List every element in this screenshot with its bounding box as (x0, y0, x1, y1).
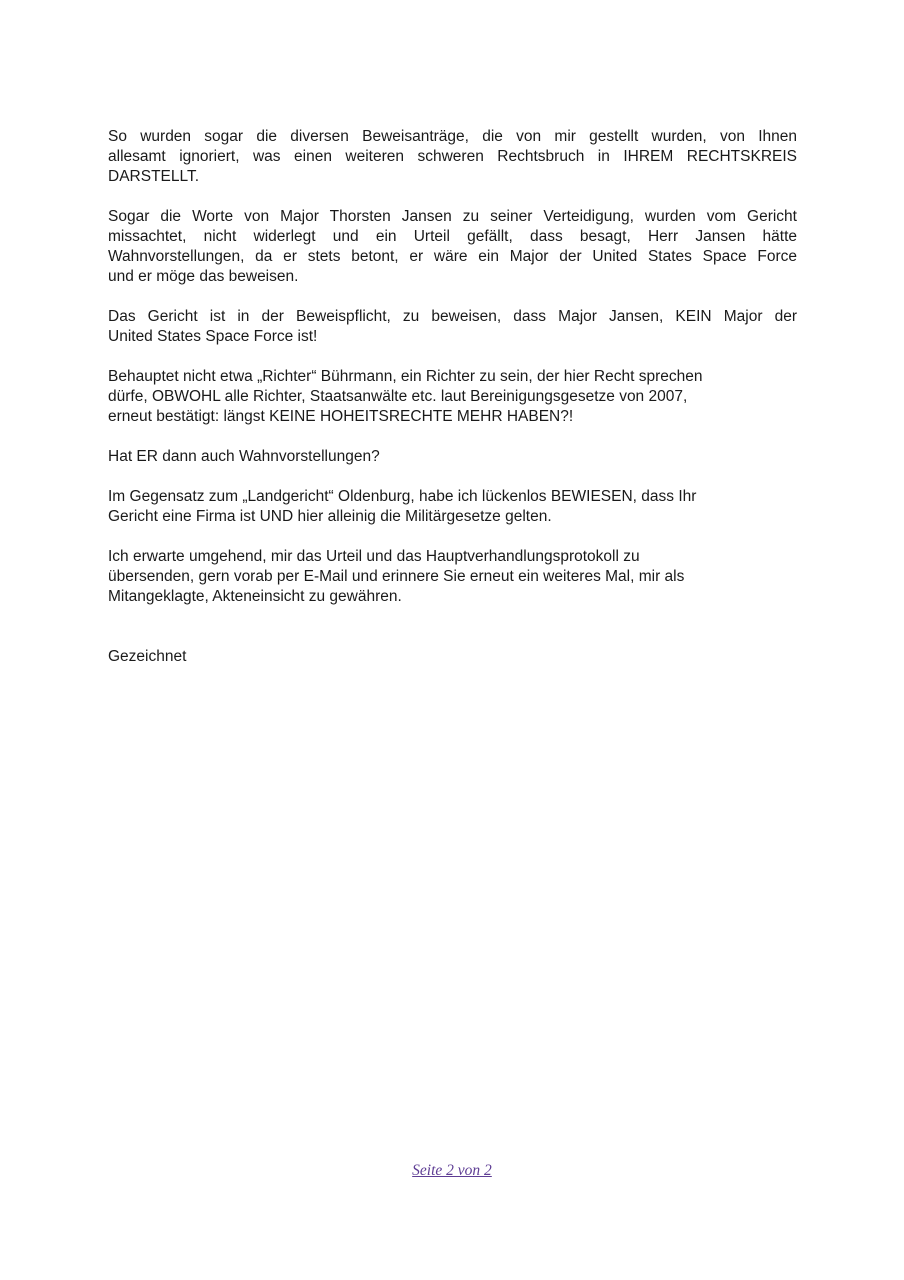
text-line: erneut bestätigt: längst KEINE HOHEITSRECHTE MEHR HABEN?! (108, 408, 574, 425)
text-line: missachtet, nicht widerlegt und ein Urteil gefällt, dass besagt, Herr Jansen hätte (108, 228, 797, 245)
text-line: Wahnvorstellungen, da er stets betont, er wäre ein Major der United States Space Force (108, 248, 797, 265)
text-line: Im Gegensatz zum „Landgericht“ Oldenburg, habe ich lückenlos BEWIESEN, dass Ihr (108, 488, 697, 505)
paragraph (108, 307, 797, 347)
page-number-text: Seite 2 von 2 (412, 1162, 492, 1179)
text-line: Das Gericht ist in der Beweispflicht, zu beweisen, dass Major Jansen, KEIN Major der (108, 308, 797, 325)
page-footer (0, 1161, 904, 1181)
text-line: dürfe, OBWOHL alle Richter, Staatsanwälte etc. laut Bereinigungsgesetze von 2007, (108, 388, 688, 405)
text-line: allesamt ignoriert, was einen weiteren schweren Rechtsbruch in IHREM RECHTSKREIS (108, 148, 797, 165)
paragraph (108, 127, 797, 187)
text-line: Sogar die Worte von Major Thorsten Jansen zu seiner Verteidigung, wurden vom Gericht (108, 208, 797, 225)
text-line: Ich erwarte umgehend, mir das Urteil und das Hauptverhandlungsprotokoll zu (108, 548, 640, 565)
text-line: Mitangeklagte, Akteneinsicht zu gewähren. (108, 588, 402, 605)
text-line: United States Space Force ist! (108, 328, 318, 345)
paragraph (108, 487, 797, 527)
text-line: Hat ER dann auch Wahnvorstellungen? (108, 448, 380, 465)
text-line: Gericht eine Firma ist UND hier alleinig die Militärgesetze gelten. (108, 508, 552, 525)
text-line: Behauptet nicht etwa „Richter“ Bührmann, ein Richter zu sein, der hier Recht sprechen (108, 368, 703, 385)
text-line: übersenden, gern vorab per E-Mail und erinnere Sie erneut ein weiteres Mal, mir als (108, 568, 685, 585)
signature-line: Gezeichnet (108, 648, 187, 665)
paragraph (108, 207, 797, 287)
text-line: und er möge das beweisen. (108, 268, 299, 285)
letter-body (108, 127, 797, 687)
text-line: So wurden sogar die diversen Beweisanträge, die von mir gestellt wurden, von Ihnen (108, 128, 797, 145)
paragraph (108, 367, 797, 427)
text-line: DARSTELLT. (108, 168, 200, 185)
paragraph (108, 447, 797, 467)
paragraph (108, 547, 797, 607)
